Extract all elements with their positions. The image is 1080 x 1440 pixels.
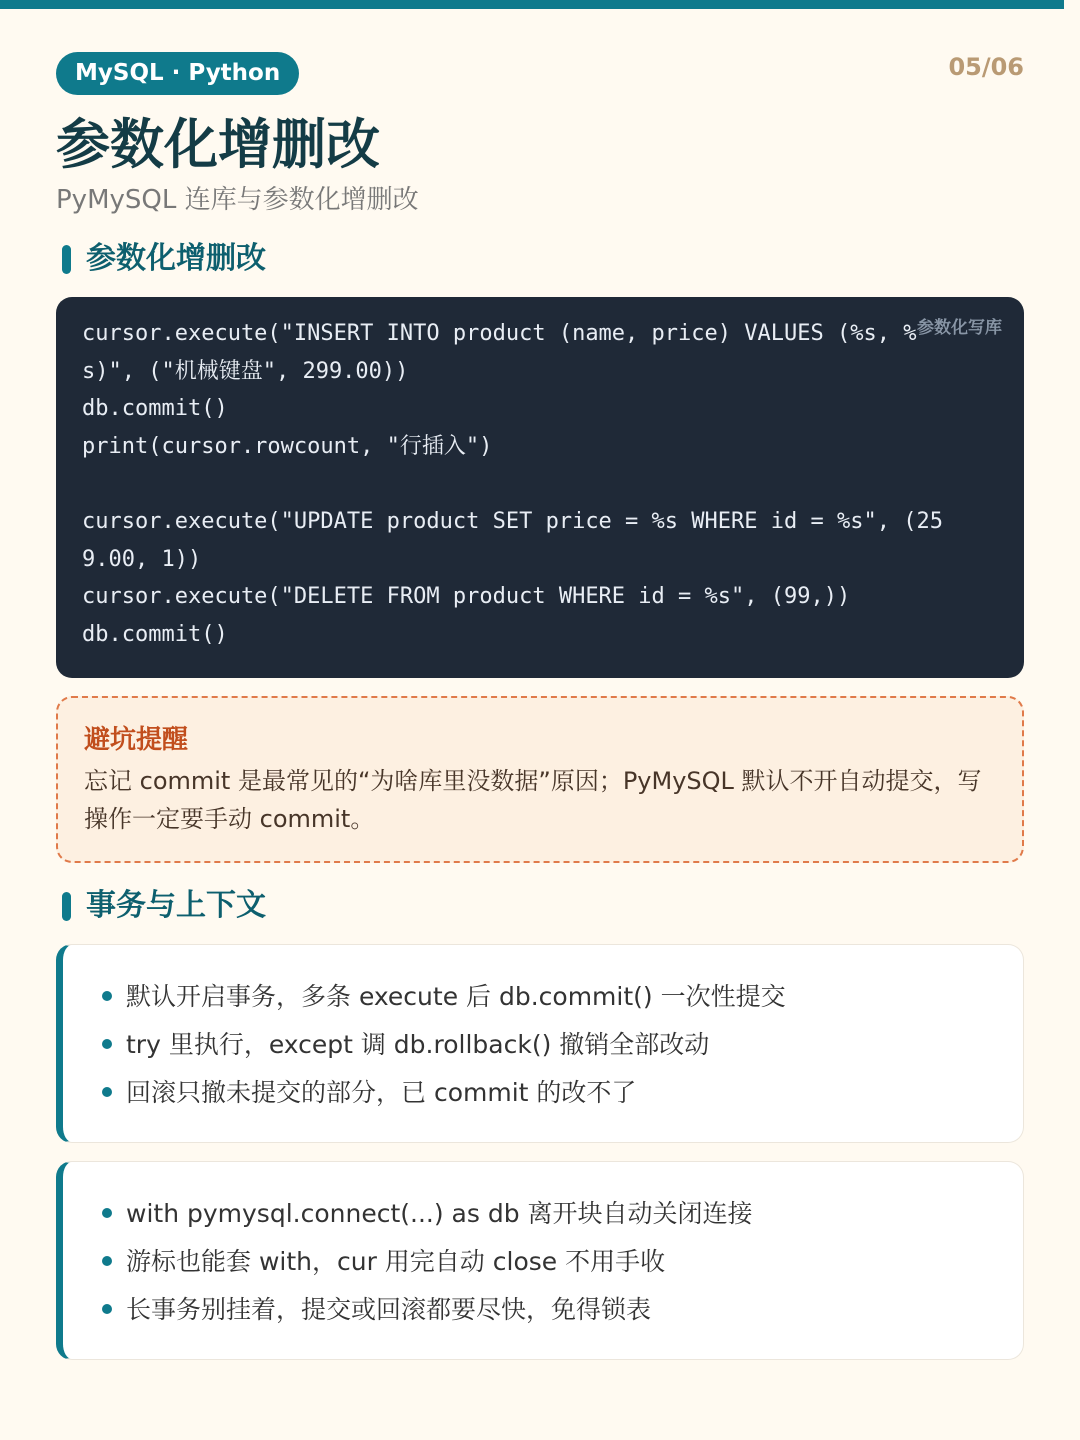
code-block: [56, 297, 1024, 678]
bullet-icon: [102, 991, 112, 1001]
page-number: 05/06: [948, 53, 1024, 81]
topic-tag: MySQL · Python: [56, 52, 299, 95]
list-item: [99, 1286, 1023, 1334]
code-line: db.commit(): [82, 621, 228, 647]
list-item-text: 长事务别挂着，提交或回滚都要尽快，免得锁表: [126, 1295, 652, 1324]
list-item-text: with pymysql.connect(...) as db 离开块自动关闭连接: [126, 1199, 753, 1228]
list-item: [99, 973, 1023, 1021]
top-accent-bar: [0, 0, 1064, 9]
code-line: print(cursor.rowcount, "行插入"): [82, 433, 493, 459]
warning-title: 避坑提醒: [84, 725, 189, 755]
transaction-list: [99, 973, 1023, 1117]
code-line: cursor.execute("DELETE FROM product WHERE id = %s", (99,)): [82, 584, 851, 610]
bullet-icon: [102, 1304, 112, 1314]
bullet-icon: [102, 1256, 112, 1266]
bullet-icon: [102, 1208, 112, 1218]
section-heading-text: 事务与上下文: [86, 888, 266, 923]
section-marker: [62, 892, 71, 921]
list-item-text: 默认开启事务，多条 execute 后 db.commit() 一次性提交: [126, 982, 786, 1011]
bullet-icon: [102, 1087, 112, 1097]
context-list: [99, 1190, 1023, 1334]
code-tag: 参数化写库: [917, 318, 1002, 338]
section-marker: [62, 245, 71, 274]
warning-callout: [56, 696, 1024, 863]
list-item-text: 回滚只撤未提交的部分，已 commit 的改不了: [126, 1078, 637, 1107]
section-heading-crud: [62, 241, 266, 277]
section-heading-text: 参数化增删改: [86, 241, 266, 276]
code-line: s)", ("机械键盘", 299.00)): [82, 358, 409, 384]
list-item-text: 游标也能套 with，cur 用完自动 close 不用手收: [126, 1247, 666, 1276]
list-item: [99, 1238, 1023, 1286]
transaction-card: [56, 944, 1024, 1143]
section-heading-transaction: [62, 888, 266, 924]
bullet-icon: [102, 1039, 112, 1049]
list-item: [99, 1190, 1023, 1238]
code-line: db.commit(): [82, 396, 228, 422]
page-title: 参数化增删改: [56, 113, 380, 176]
code-line: [82, 465, 984, 503]
code-line: 9.00, 1)): [82, 546, 202, 572]
context-manager-card: [56, 1161, 1024, 1360]
list-item: [99, 1069, 1023, 1117]
warning-body: 忘记 commit 是最常见的“为啥库里没数据”原因；PyMySQL 默认不开自动提交，写操作一定要手动 commit。: [84, 767, 982, 833]
page-subtitle: PyMySQL 连库与参数化增删改: [56, 185, 419, 215]
list-item: [99, 1021, 1023, 1069]
code-line: cursor.execute("INSERT INTO product (name, price) VALUES (%s, %: [82, 321, 917, 346]
list-item-text: try 里执行，except 调 db.rollback() 撤销全部改动: [126, 1030, 710, 1059]
code-line: cursor.execute("UPDATE product SET price = %s WHERE id = %s", (25: [82, 508, 943, 534]
